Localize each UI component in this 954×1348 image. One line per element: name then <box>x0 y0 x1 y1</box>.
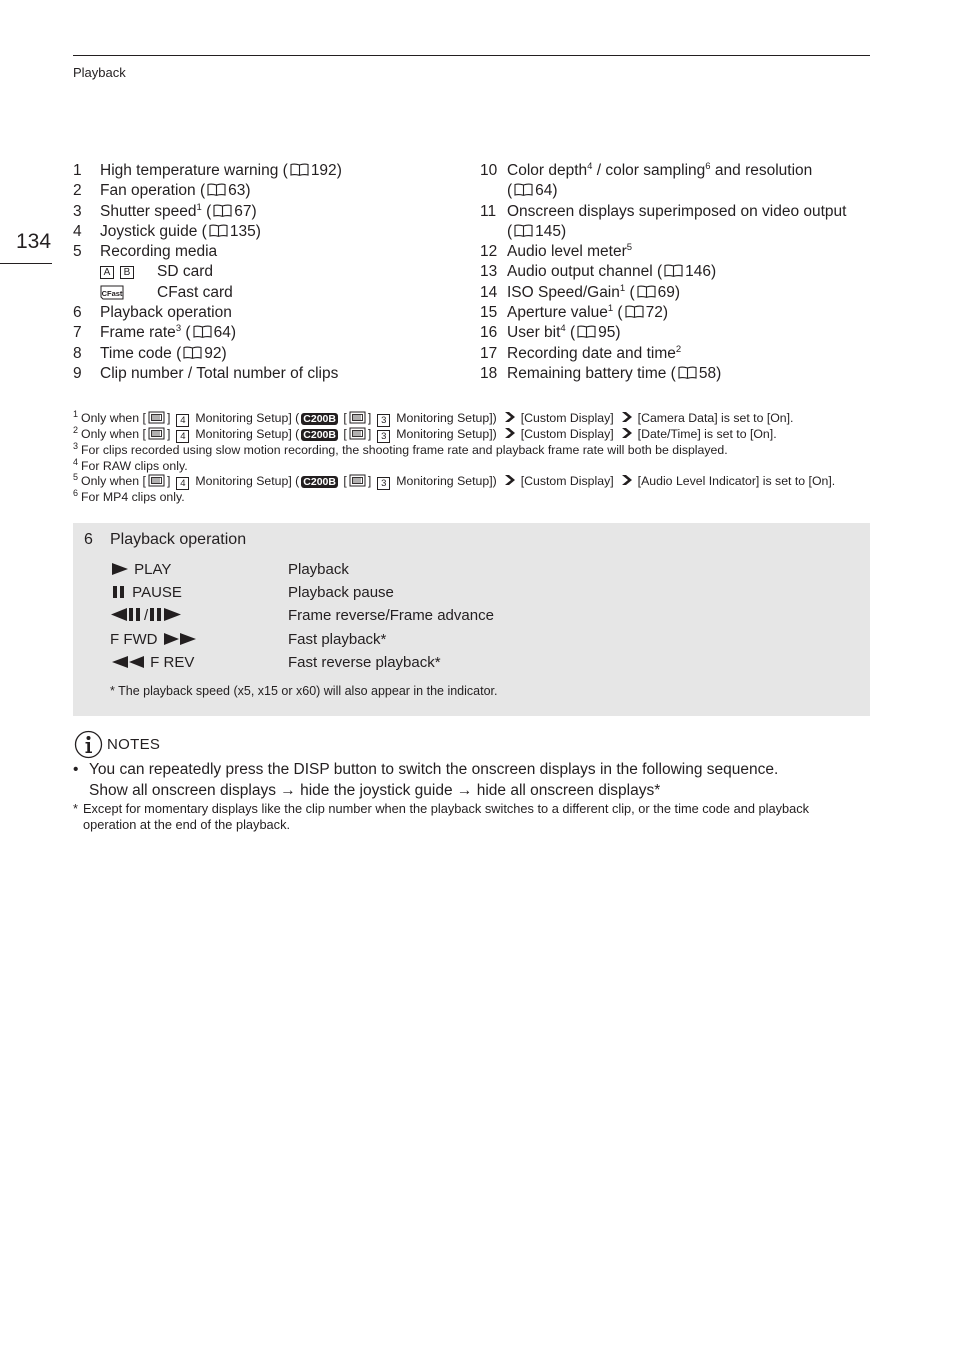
menu-page-box: 4 <box>176 477 189 490</box>
legend-item-18: 18 Remaining battery time ( 58) <box>480 364 722 382</box>
cfast-card-icon <box>100 285 124 300</box>
book-reference-icon <box>514 183 533 196</box>
model-badge: C200B <box>303 476 336 489</box>
legend-item-16: 16 User bit$^4$ ( 95) <box>480 323 621 342</box>
op-row-fast-forward: F FWD <box>110 631 198 648</box>
monitoring-menu-icon <box>148 411 165 424</box>
legend-item-10: 10 Color depth$^4$ / color sampling$^6$ and resolution ( 64) <box>480 160 813 200</box>
monitoring-menu-icon <box>349 474 366 487</box>
footnote-1: $^1$ Only when [ ] 4 Monitoring Setup] ( C200B [ ] 3 Monitoring Setup]) [Custom Display] [Camera Data] is set to [On]. <box>73 408 794 426</box>
page-number: 134 <box>16 230 52 253</box>
legend-item-9: 9 Clip number / Total number of clips <box>73 364 339 382</box>
menu-page-box: 4 <box>176 430 189 443</box>
op-desc-play: Playback <box>288 561 349 578</box>
monitoring-menu-icon <box>349 411 366 424</box>
footnote-6: $^6$ For MP4 clips only. <box>73 488 185 505</box>
note-item: • You can repeatedly press the DISP button to switch the onscreen displays in the following sequence. Show all onscreen displays → hide the joystick guide → hide all onscreen displays* <box>73 761 779 799</box>
page-number-rule <box>0 263 52 264</box>
book-reference-icon <box>183 346 202 359</box>
op-desc-frame-step: Frame reverse/Frame advance <box>288 607 494 624</box>
section-label: Playback <box>73 65 126 80</box>
monitoring-menu-icon <box>148 474 165 487</box>
sd-card-label: SD card <box>157 263 213 281</box>
op-row-pause: PAUSE <box>110 584 182 601</box>
info-icon <box>74 730 103 759</box>
model-badge: C200B <box>303 413 336 425</box>
menu-arrow-icon <box>503 474 516 486</box>
op-desc-fast-forward: Fast playback* <box>288 631 387 648</box>
model-badge: C200B <box>303 429 336 441</box>
pause-icon <box>110 585 128 599</box>
legend-item-5: 5 Recording media <box>73 243 218 261</box>
menu-arrow-icon <box>503 411 516 423</box>
media-sd-row <box>73 262 473 282</box>
fast-reverse-icon <box>110 655 146 669</box>
legend-item-4: 4 Joystick guide ( 135) <box>73 222 261 240</box>
book-reference-icon <box>637 285 656 298</box>
monitoring-menu-icon <box>148 427 165 440</box>
book-reference-icon <box>213 204 232 217</box>
footnote-4: $^4$ For RAW clips only. <box>73 456 188 473</box>
media-cfast-row <box>73 283 473 303</box>
fast-forward-icon <box>162 632 198 646</box>
op-row-frame-step: / <box>110 607 182 624</box>
legend-item-14: 14 ISO Speed/Gain$^1$ ( 69) <box>480 282 681 301</box>
legend-item-17: 17 Recording date and time$^2$ <box>480 343 682 362</box>
footnote-2: $^2$ Only when [ ] 4 Monitoring Setup] ( C200B [ ] 3 Monitoring Setup]) [Custom Display] [Date/Time] is set to [On]. <box>73 424 777 442</box>
legend-item-3: 3 Shutter speed$^1$ ( 67) <box>73 201 257 220</box>
menu-page-box: 3 <box>377 430 390 443</box>
menu-arrow-icon <box>503 427 516 439</box>
op-desc-pause: Playback pause <box>288 584 394 601</box>
play-icon <box>110 562 130 576</box>
book-reference-icon <box>664 264 683 277</box>
legend-item-11: 11 Onscreen displays superimposed on video output ( 145) <box>480 202 847 240</box>
footnote-3: $^3$ For clips recorded using slow motion recording, the shooting frame rate and playback frame rate will both be displayed. <box>73 440 728 457</box>
book-reference-icon <box>193 325 212 338</box>
footnote-5: $^5$ Only when [ ] 4 Monitoring Setup] ( C200B [ ] 3 Monitoring Setup]) [Custom Display] [Audio Level Indicator] is set to [On]. <box>73 472 836 490</box>
op-desc-fast-reverse: Fast reverse playback* <box>288 654 441 671</box>
menu-arrow-icon <box>620 427 633 439</box>
book-reference-icon <box>290 163 309 176</box>
cfast-card-label: CFast card <box>157 283 233 301</box>
frame-advance-icon <box>148 607 182 622</box>
menu-arrow-icon <box>620 411 633 423</box>
notes-heading <box>74 730 160 759</box>
book-reference-icon <box>207 183 226 196</box>
menu-page-box: 4 <box>176 414 189 427</box>
op-row-fast-reverse: F REV <box>110 654 194 671</box>
legend-item-13: 13 Audio output channel ( 146) <box>480 263 717 281</box>
notes-label: NOTES <box>107 736 161 753</box>
legend-item-7: 7 Frame rate$^3$ ( 64) <box>73 323 236 342</box>
monitoring-menu-icon <box>349 427 366 440</box>
note-footnote: * Except for momentary displays like the clip number when the playback switches to a different clip, or the time code and playback operation at the end of the playback. <box>73 801 809 832</box>
menu-arrow-icon <box>620 474 633 486</box>
svg-text:CFast: CFast <box>101 289 123 299</box>
legend-item-15: 15 Aperture value$^1$ ( 72) <box>480 302 668 322</box>
playback-operation-panel <box>73 523 870 716</box>
menu-page-box: 3 <box>377 414 390 427</box>
footnotes <box>73 408 873 506</box>
header-rule <box>73 55 870 56</box>
legend-item-8: 8 Time code ( 92) <box>73 344 227 362</box>
panel-footnote: * The playback speed (x5, x15 or x60) will also appear in the indicator. <box>110 684 498 698</box>
book-reference-icon <box>678 366 697 379</box>
legend-left <box>73 161 473 384</box>
book-reference-icon <box>209 224 228 237</box>
legend-right <box>480 161 870 384</box>
op-row-play: PLAY <box>110 561 171 578</box>
sd-slot-a-icon: A <box>100 266 114 279</box>
bullet-mark: • <box>73 761 79 778</box>
panel-title: 6 Playback operation <box>84 531 247 548</box>
legend-item-1: 1 High temperature warning ( 192) <box>73 162 342 179</box>
frame-reverse-icon <box>110 607 144 622</box>
legend-item-12: 12 Audio level meter$^5$ <box>480 242 633 261</box>
menu-page-box: 3 <box>377 477 390 490</box>
legend-item-6: 6 Playback operation <box>73 304 232 322</box>
sequence-arrow: → <box>456 782 473 799</box>
sd-slot-b-icon: B <box>120 266 134 279</box>
book-reference-icon <box>514 224 533 237</box>
book-reference-icon <box>577 325 596 338</box>
legend-item-2: 2 Fan operation ( 63) <box>73 182 251 200</box>
sequence-arrow: → <box>280 782 296 799</box>
book-reference-icon <box>625 305 644 318</box>
